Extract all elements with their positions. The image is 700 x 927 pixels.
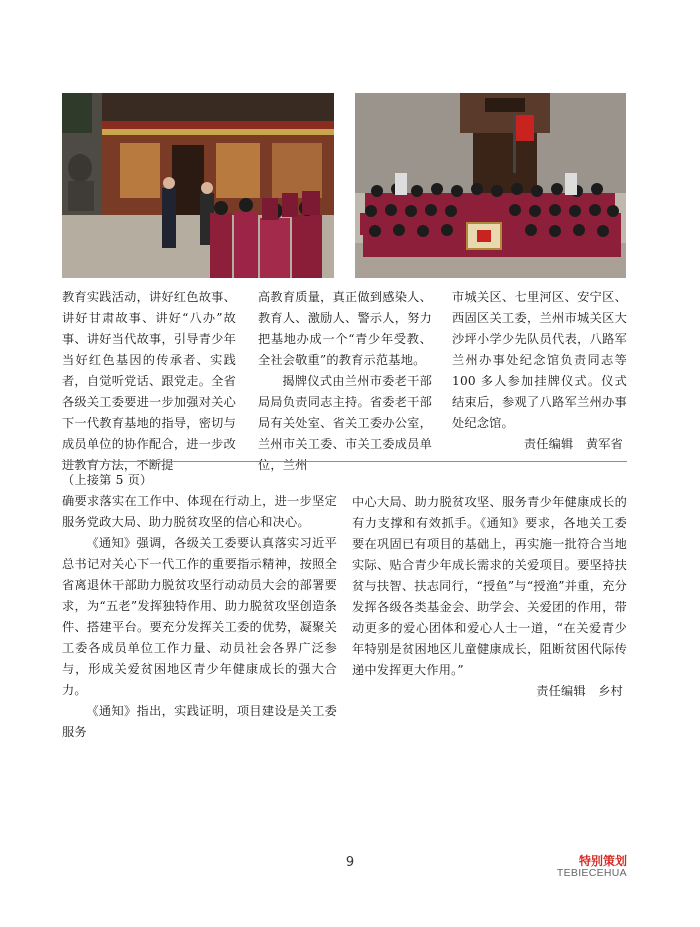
section-title-chinese: 特别策划 [578, 854, 627, 868]
courtyard-scene-image [62, 93, 334, 278]
photo-memorial-courtyard [62, 93, 334, 278]
bottom-article-column-1 [62, 470, 337, 743]
top-article-column-3 [452, 287, 627, 455]
top-article-text: 教育实践活动，讲好红色故事、讲好甘肃故事、讲好“八办”故事、讲好当代故事，引导青少年当好红色基因的传承者、实践者，自觉听党话、跟党走。全省各级关工委要进一步加强对关心下一代教育基地的指导，密切与成员单位的协作配合，进一步改进教育方法，不断提 [62, 290, 236, 472]
top-article-column-1 [62, 287, 236, 476]
section-divider [62, 461, 627, 462]
group-photo-image [355, 93, 626, 278]
top-article-column-2 [258, 287, 432, 476]
top-article-text: 市城关区、七里河区、安宁区、西固区关工委，兰州市城关区大沙坪小学少先队员代表，八路军兰州办事处纪念馆负责同志等 100 多人参加挂牌仪式。仪式结束后，参观了八路军兰州办事处纪念馆。 [452, 290, 627, 430]
bottom-article-text: 《通知》指出，实践证明，项目建设是关工委服务 [62, 704, 337, 739]
continued-from-note: （上接第 5 页） [62, 473, 153, 487]
top-article-text: 高教育质量，真正做到感染人、教育人、激励人、警示人，努力把基地办成一个“青少年受教、全社会敬重”的教育示范基地。 [258, 290, 432, 367]
bottom-article-column-2 [352, 492, 627, 702]
top-article-editor-credit: 责任编辑 黄军省 [523, 437, 623, 451]
page-number: 9 [345, 855, 355, 870]
bottom-article-text: 《通知》强调，各级关工委要认真落实习近平总书记对关心下一代工作的重要指示精神，按照全省离退休干部助力脱贫攻坚行动动员大会的部署要求，为“五老”发挥独特作用、助力脱贫攻坚创造条件、搭建平台。要充分发挥关工委的优势，凝聚关工委各成员单位工作力量、动员社会各界广泛参与，形成关爱贫困地区青少年健康成长的强大合力。 [62, 536, 337, 697]
bottom-article-text: 中心大局、助力脱贫攻坚、服务青少年健康成长的有力支撑和有效抓手。《通知》要求，各地关工委要在巩固已有项目的基础上，再实施一批符合当地实际、贴合青少年成长需求的关爱项目。要坚持扶贫与扶智、扶志同行，“授鱼”与“授渔”并重，充分发挥各级各类基金会、助学会、关爱团的作用，带动更多的爱心团体和爱心人士一道，“在关爱青少年特别是贫困地区儿童健康成长，阻断贫困代际传递中发挥更大作用。” [352, 495, 627, 677]
bottom-article-editor-credit: 责任编辑 乡村 [536, 684, 623, 698]
photo-group-portrait [355, 93, 626, 278]
section-title-pinyin: TEBIECEHUA [556, 867, 627, 879]
bottom-article-text: 确要求落实在工作中、体现在行动上，进一步坚定服务党政大局、助力脱贫攻坚的信心和决心。 [62, 494, 337, 529]
top-article-text: 揭牌仪式由兰州市委老干部局局负责同志主持。省委老干部局有关处室、省关工委办公室，兰州市关工委、市关工委成员单位，兰州 [258, 374, 432, 472]
